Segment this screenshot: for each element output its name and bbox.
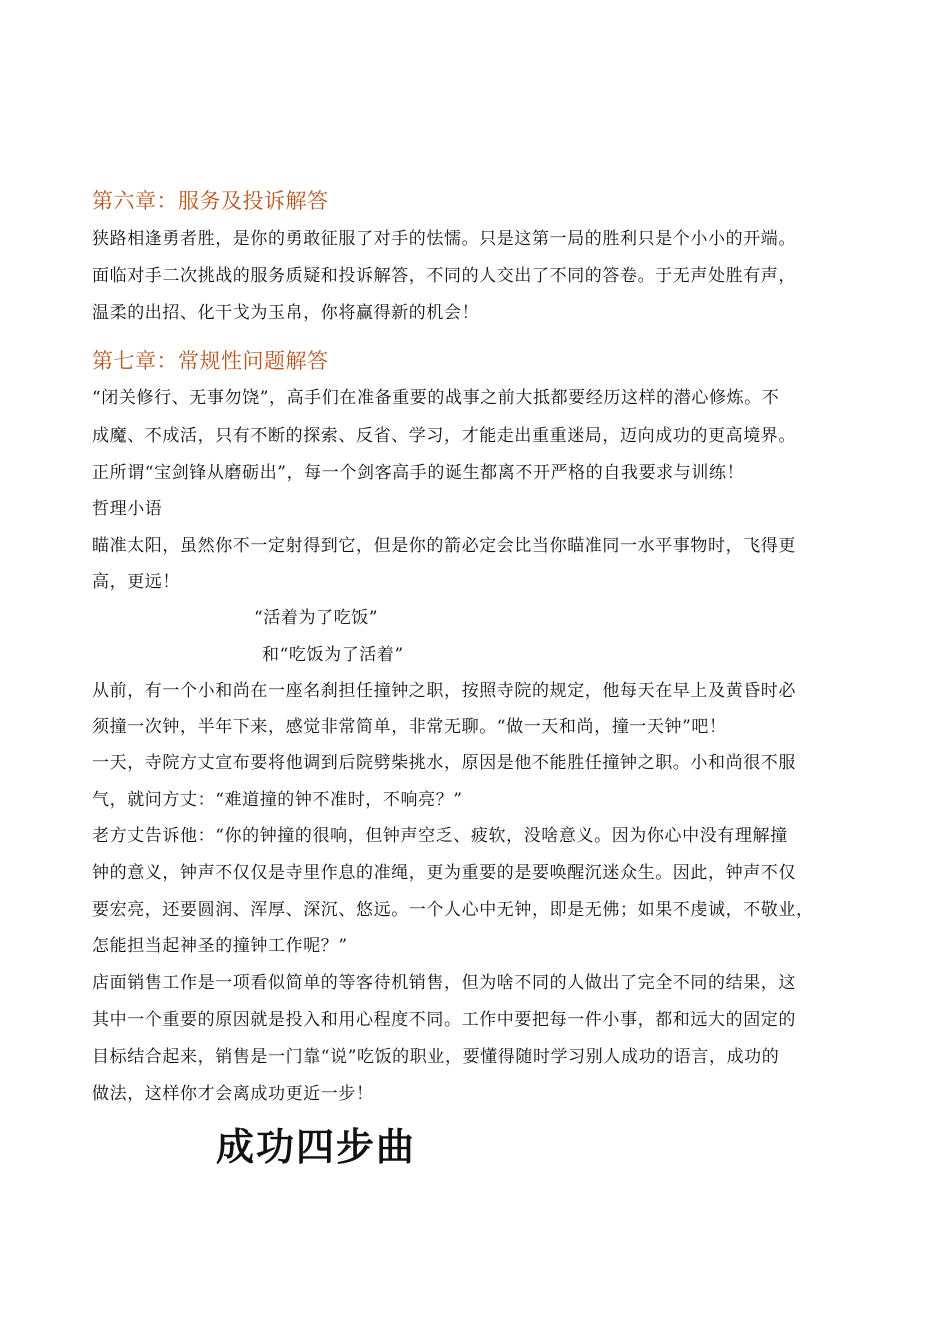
story-line-6: 钟的意义，钟声不仅仅是寺里作息的准绳，更为重要的是要唤醒沉迷众生。因此，钟声不仅	[92, 863, 796, 883]
story-line-12: 做法，这样你才会离成功更近一步！	[92, 1084, 374, 1104]
philosophy-line-2: 高，更远！	[92, 572, 180, 592]
philosophy-label: 哲理小语	[92, 499, 163, 519]
story-line-8: 怎能担当起神圣的撞钟工作呢？”	[92, 936, 348, 956]
chapter-6-heading: 第六章：服务及投诉解答	[92, 189, 329, 213]
section-title: 成功四步曲	[216, 1125, 417, 1169]
story-title-line-2: 和“吃饭为了活着”	[262, 645, 404, 665]
chapter-7-line-3: 正所谓“宝剑锋从磨砺出”，每一个剑客高手的诞生都离不开严格的自我要求与训练！	[92, 463, 745, 483]
chapter-7-line-2: 成魔、不成活，只有不断的探索、反省、学习，才能走出重重迷局，迈向成功的更高境界。	[92, 426, 796, 446]
story-line-10: 其中一个重要的原因就是投入和用心程度不同。工作中要把每一件小事，都和远大的固定的	[92, 1010, 796, 1030]
chapter-6-line-1: 狭路相逢勇者胜，是你的勇敢征服了对手的怯懦。只是这第一局的胜利只是个小小的开端。	[92, 229, 796, 249]
story-line-3: 一天，寺院方丈宣布要将他调到后院劈柴挑水，原因是他不能胜任撞钟之职。小和尚很不服	[92, 753, 796, 773]
story-line-9: 店面销售工作是一项看似简单的等客待机销售，但为啥不同的人做出了完全不同的结果，这	[92, 973, 796, 993]
story-line-4: 气，就问方丈：“难道撞的钟不准时，不响亮？”	[92, 790, 463, 810]
chapter-7-line-1: “闭关修行、无事勿饶”，高手们在准备重要的战事之前大抵都要经历这样的潜心修炼。不	[92, 388, 780, 408]
story-line-5: 老方丈告诉他：“你的钟撞的很响，但钟声空乏、疲软，没啥意义。因为你心中没有理解撞	[92, 826, 788, 846]
story-line-1: 从前，有一个小和尚在一座名刹担任撞钟之职，按照寺院的规定，他每天在早上及黄昏时必	[92, 681, 796, 701]
story-title-line-1: “活着为了吃饭”	[254, 608, 379, 628]
story-line-11: 目标结合起来，销售是一门靠“说”吃饭的职业，要懂得随时学习别人成功的语言，成功的	[92, 1047, 780, 1067]
story-line-7: 要宏亮，还要圆润、浑厚、深沉、悠远。一个人心中无钟，即是无佛；如果不虔诚，不敬业，	[92, 900, 814, 920]
philosophy-line-1: 瞄准太阳，虽然你不一定射得到它，但是你的箭必定会比当你瞄准同一水平事物时，飞得更	[92, 536, 796, 556]
chapter-6-line-3: 温柔的出招、化干戈为玉帛，你将赢得新的机会！	[92, 303, 480, 323]
story-line-2: 须撞一次钟，半年下来，感觉非常简单，非常无聊。“做一天和尚，撞一天钟”吧！	[92, 717, 727, 737]
chapter-7-heading: 第七章：常规性问题解答	[92, 349, 329, 373]
chapter-6-line-2: 面临对手二次挑战的服务质疑和投诉解答，不同的人交出了不同的答卷。于无声处胜有声，	[92, 266, 796, 286]
